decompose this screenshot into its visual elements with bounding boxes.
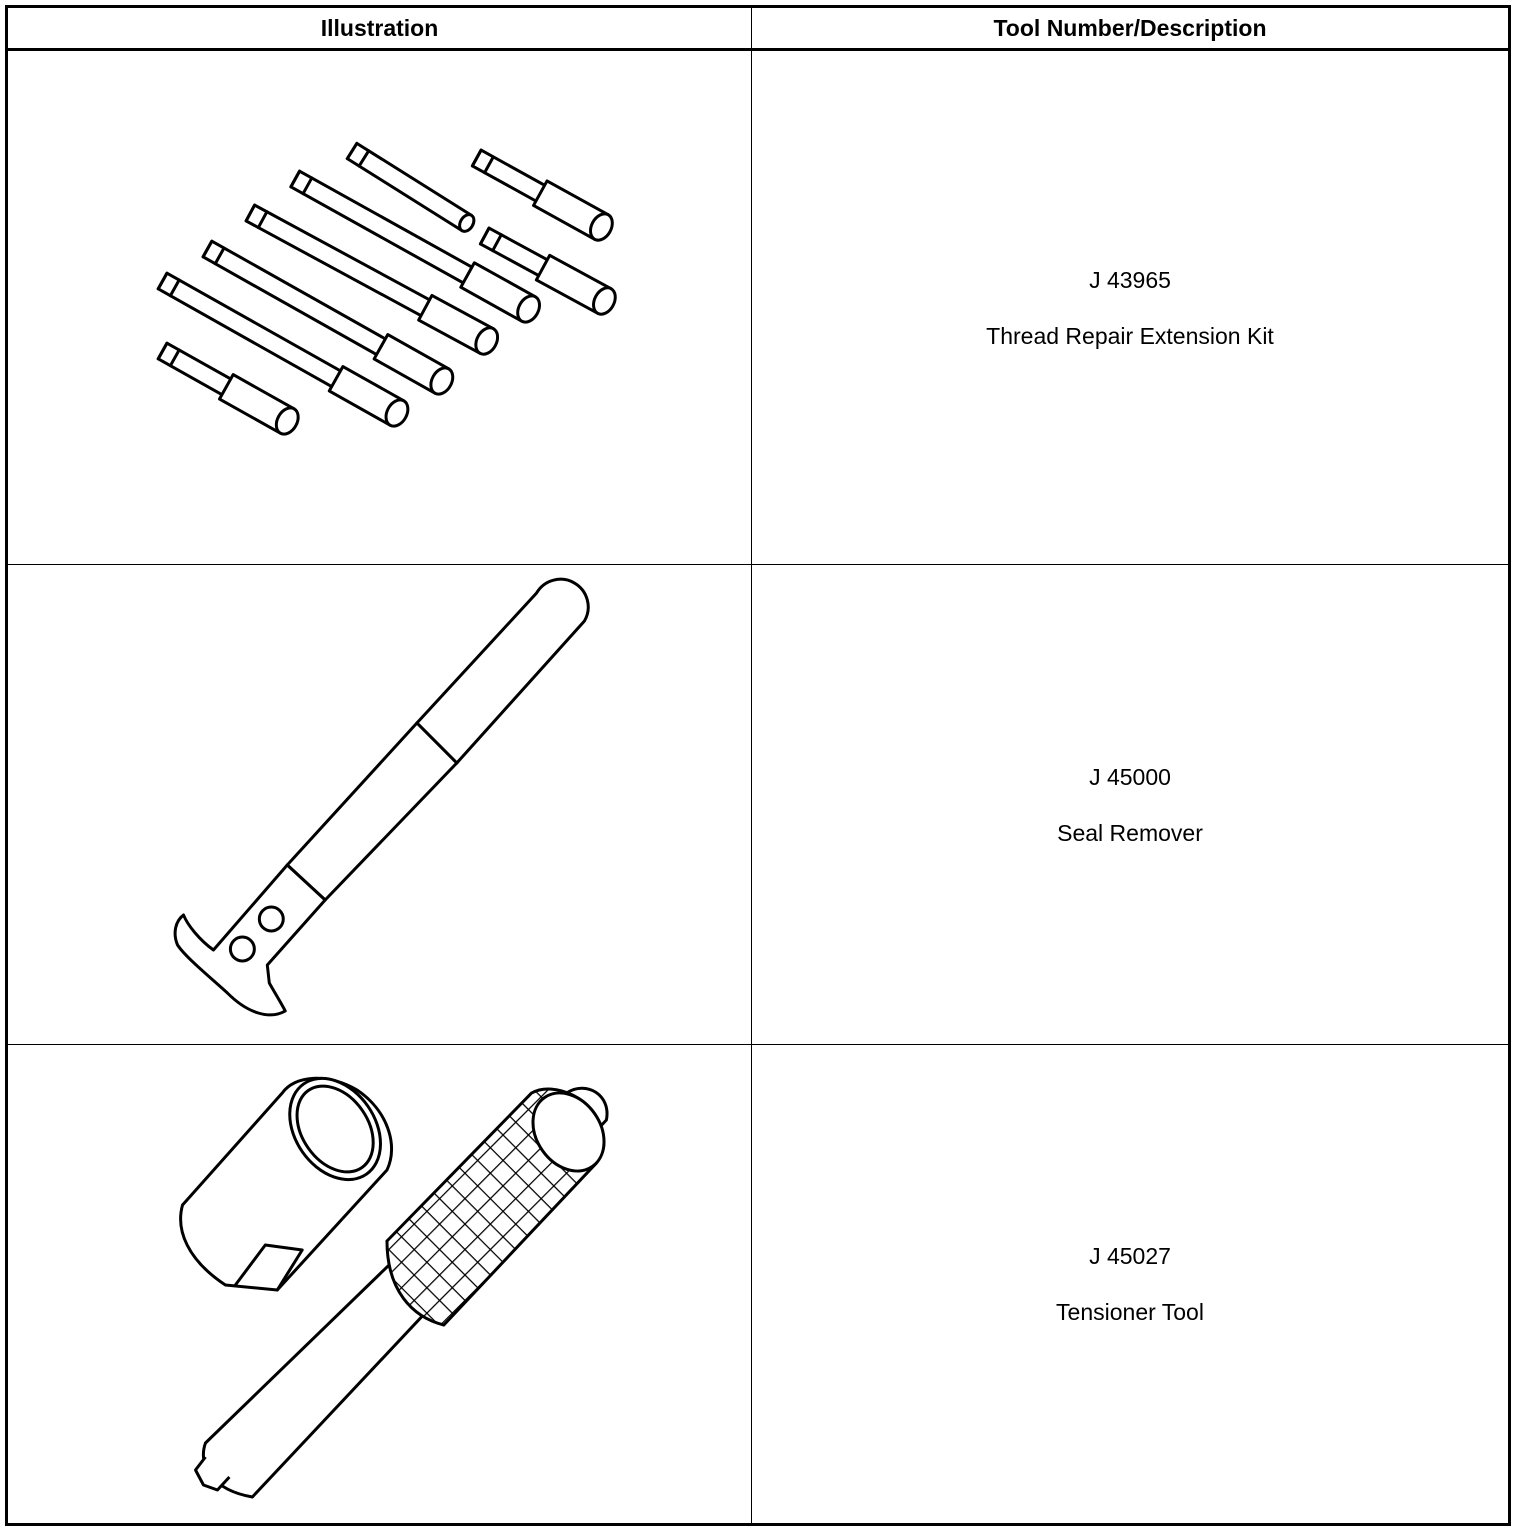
- tool-description: Tensioner Tool: [1056, 1299, 1204, 1325]
- table-row: [7, 565, 1510, 1045]
- illustration-cell: [7, 50, 752, 565]
- tool-number: J 45027: [1089, 1243, 1171, 1269]
- tool-number: J 43965: [1089, 266, 1171, 293]
- illustration-cell: [7, 1045, 752, 1525]
- table-row: [7, 50, 1510, 565]
- description-cell: [752, 1045, 1510, 1525]
- illustration-cell: [7, 565, 752, 1045]
- seal-remover-illustration: [8, 565, 751, 1044]
- table-header-row: [7, 7, 1510, 50]
- header-illustration: Illustration: [7, 7, 752, 50]
- tool-number: J 45000: [1089, 763, 1171, 790]
- header-tool-number-description: Tool Number/Description: [752, 7, 1510, 50]
- tool-description: Thread Repair Extension Kit: [986, 322, 1274, 349]
- special-tools-table: [5, 5, 1511, 1526]
- table-row: [7, 1045, 1510, 1525]
- thread-repair-extension-kit-illustration: [8, 51, 751, 564]
- description-cell: [752, 50, 1510, 565]
- description-cell: [752, 565, 1510, 1045]
- tensioner-tool-illustration: [8, 1045, 751, 1523]
- tool-description: Seal Remover: [1057, 819, 1203, 846]
